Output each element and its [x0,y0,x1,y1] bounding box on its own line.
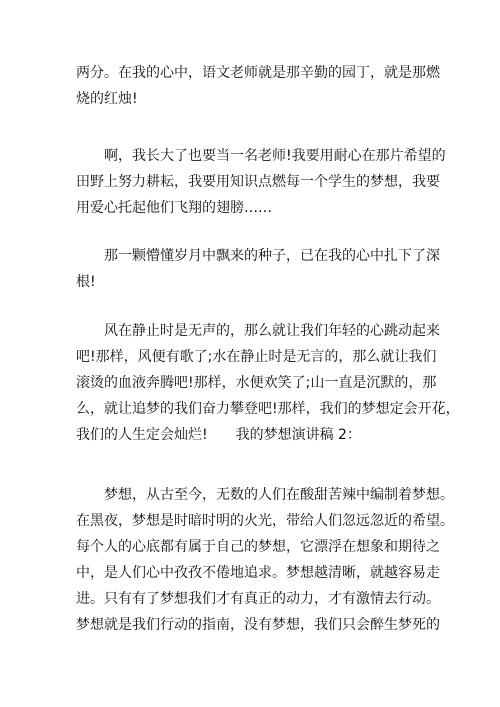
paragraph-1 [76,60,440,112]
text-line: 田野上努力耕耘，我要用知识点燃每一个学生的梦想，我要 [76,174,440,190]
text-line: 在黑夜，梦想是时暗时明的火光，带给人们忽远忽近的希望。 [76,513,454,529]
text-line: 么，就让追梦的我们奋力攀登吧!那样，我们的梦想定会开花， [76,401,460,417]
text-line: 根! [76,274,96,290]
text-line: 啊，我长大了也要当一名老师!我要用耐心在那片希望的 [104,148,446,164]
text-line: 每个人的心底都有属于自己的梦想，它漂浮在想象和期待之 [76,539,440,555]
paragraph-3 [76,243,440,295]
paragraph-2 [76,143,446,221]
text-line: 进。只有有了梦想我们才有真正的动力，才有激情去行动。 [76,591,440,607]
paragraph-5 [76,482,454,638]
text-line: 梦想，从古至今，无数的人们在酸甜苦辣中编制着梦想。 [104,487,454,503]
text-line: 滚烫的血液奔腾吧!那样，水便欢笑了;山一直是沉默的，那 [76,375,437,391]
text-line: 风在静止时是无声的，那么就让我们年轻的心跳动起来 [104,323,440,339]
paragraph-4 [76,318,460,448]
text-line: 两分。在我的心中，语文老师就是那辛勤的园丁，就是那燃 [76,65,440,81]
text-line: 我们的人生定会灿烂! 我的梦想演讲稿 2： [76,427,361,443]
text-line: 梦想就是我们行动的指南，没有梦想，我们只会醉生梦死的 [76,617,440,633]
text-line: 中，是人们心中孜孜不倦地追求。梦想越清晰，就越容易走 [76,565,440,581]
text-line: 烧的红烛! [76,91,138,107]
text-line: 吧!那样，风便有歌了;水在静止时是无言的，那么就让我们 [76,349,437,365]
text-line: 用爱心托起他们飞翔的翅膀…… [76,200,272,216]
text-line: 那一颗懵懂岁月中飘来的种子，已在我的心中扎下了深 [104,248,440,264]
